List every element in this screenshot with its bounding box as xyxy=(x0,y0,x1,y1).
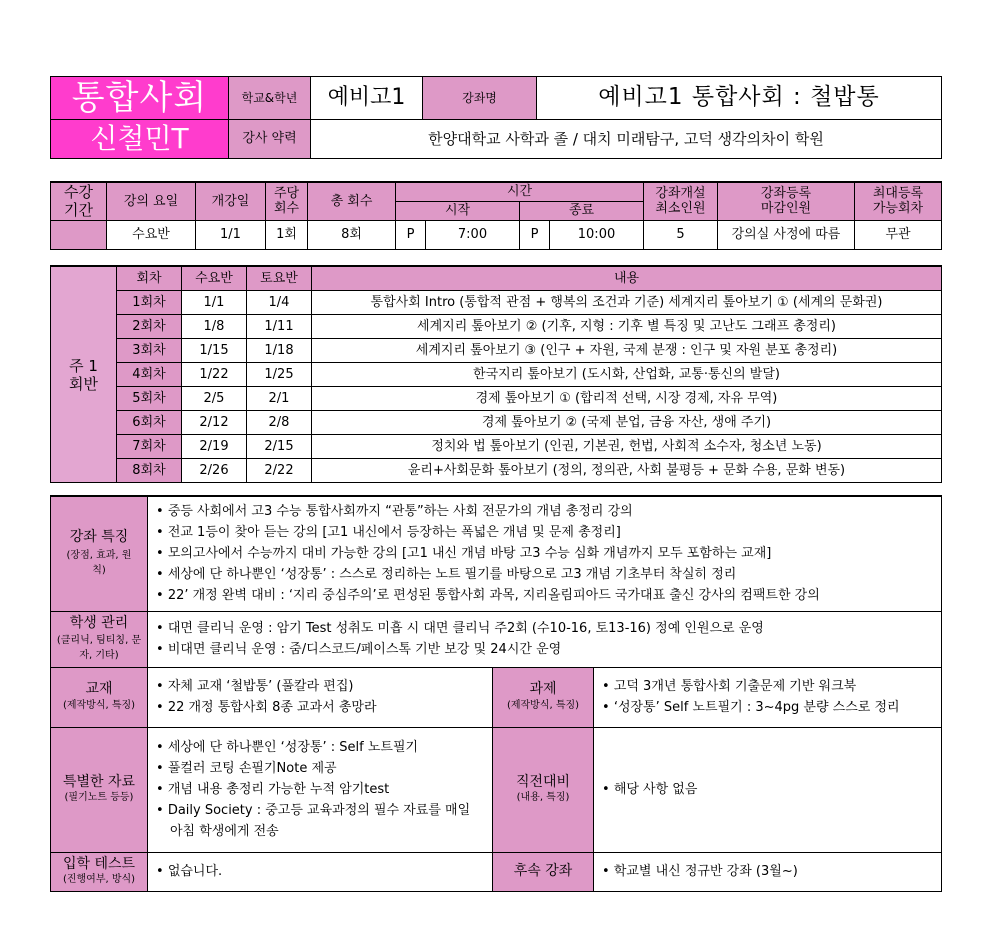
list-item: • 고덕 3개년 통합사회 기출문제 기반 워크북 xyxy=(602,676,935,697)
table-row xyxy=(51,363,942,387)
list-item: • 개념 내용 총정리 가능한 누적 암기test xyxy=(156,779,486,800)
management-label-cell xyxy=(51,611,148,667)
textbook-list xyxy=(148,676,492,718)
list-item: • 세상에 단 하나뿐인 ‘성장통’ : Self 노트필기 xyxy=(156,737,486,758)
textbook-label: 교재 xyxy=(85,681,113,698)
table-row xyxy=(51,459,942,483)
special-list xyxy=(148,737,492,842)
start-date-value: 1/1 xyxy=(196,220,266,249)
exam-prep-list xyxy=(594,779,941,800)
textbook-cell xyxy=(148,667,493,727)
teacher-name: 신철민T xyxy=(51,120,229,159)
list-item: • 22’ 개정 완벽 대비 : ‘지리 중심주의’로 편성된 통합사회 과목, 지리올림피아드 국가대표 출신 강사의 컴팩트한 강의 xyxy=(156,585,935,606)
session-cell: 3회차 xyxy=(117,339,182,363)
followup-cell xyxy=(594,852,942,891)
homework-cell xyxy=(594,667,942,727)
features-sub: (장점, 효과, 원칙) xyxy=(66,550,132,577)
list-item: • 세상에 단 하나뿐인 ‘성장통’ : 스스로 정리하는 노트 필기를 바탕으로 고3 개념 기초부터 착실히 정리 xyxy=(156,564,935,585)
table-row xyxy=(51,435,942,459)
start-time-header: 시작 xyxy=(396,201,520,220)
session-cell: 5회차 xyxy=(117,387,182,411)
schedule-table xyxy=(50,265,942,483)
min-header: 강좌개설 최소인원 xyxy=(644,182,718,220)
content-cell: 정치와 법 톺아보기 (인권, 기본권, 헌법, 사회적 소수자, 청소년 노동) xyxy=(312,435,942,459)
features-cell xyxy=(148,496,942,611)
sat-cell: 2/22 xyxy=(247,459,312,483)
deadline-header: 강좌등록 마감인원 xyxy=(718,182,855,220)
list-item: • 자체 교재 ‘철밥통’ (풀칼라 편집) xyxy=(156,676,486,697)
wed-cell: 2/26 xyxy=(182,459,247,483)
content-header: 내용 xyxy=(312,266,942,291)
list-item: • 없습니다. xyxy=(156,861,486,882)
content-cell: 세계지리 톺아보기 ③ (인구 + 자원, 국제 분쟁 : 인구 및 자원 분포 총정리) xyxy=(312,339,942,363)
max-reg-header: 최대등록 가능회차 xyxy=(855,182,942,220)
features-list xyxy=(148,501,941,606)
header-table xyxy=(50,76,942,159)
list-item: • 전교 1등이 찾아 듣는 강의 [고1 내신에서 등장하는 폭넓은 개념 및 문제 총정리] xyxy=(156,522,935,543)
followup-label: 후속 강좌 xyxy=(493,852,594,891)
sat-header: 토요반 xyxy=(247,266,312,291)
entrance-sub: (진행여부, 방식) xyxy=(62,874,136,886)
career-value: 한양대학교 사학과 졸 / 대치 미래탐구, 고덕 생각의차이 학원 xyxy=(311,120,942,159)
table-row xyxy=(51,387,942,411)
weekly-header: 주당 회수 xyxy=(266,182,308,220)
list-item: • ‘성장통’ Self 노트필기 : 3~4pg 분량 스스로 정리 xyxy=(602,697,935,718)
list-item: • 대면 클리닉 운영 : 암기 Test 성취도 미흡 시 대면 클리닉 주2회 (수10-16, 토13-16) 정예 인원으로 운영 xyxy=(156,618,935,639)
homework-sub: (제작방식, 특징) xyxy=(506,699,580,711)
textbook-label-cell xyxy=(51,667,148,727)
sat-cell: 2/8 xyxy=(247,411,312,435)
wed-cell: 1/15 xyxy=(182,339,247,363)
end-ampm: P xyxy=(520,220,550,249)
list-item: • 풀컬러 코팅 손필기Note 제공 xyxy=(156,758,486,779)
max-reg-value: 무관 xyxy=(855,220,942,249)
special-label-cell xyxy=(51,727,148,852)
start-time-value: 7:00 xyxy=(426,220,520,249)
list-item: • Daily Society : 중고등 교육과정의 필수 자료를 매일 아침 학생에게 전송 xyxy=(156,800,486,842)
session-cell: 6회차 xyxy=(117,411,182,435)
management-list xyxy=(148,618,941,660)
school-grade-value: 예비고1 xyxy=(311,77,423,120)
table-row xyxy=(51,291,942,315)
content-cell: 세계지리 톺아보기 ② (기후, 지형 : 기후 별 특징 및 고난도 그래프 총정리) xyxy=(312,315,942,339)
followup-list xyxy=(594,861,941,882)
wed-cell: 2/12 xyxy=(182,411,247,435)
content-cell: 경제 톺아보기 ① (합리적 선택, 시장 경제, 자유 무역) xyxy=(312,387,942,411)
school-grade-label: 학교&학년 xyxy=(229,77,311,120)
session-cell: 7회차 xyxy=(117,435,182,459)
homework-label: 과제 xyxy=(529,681,557,698)
session-cell: 2회차 xyxy=(117,315,182,339)
management-sub: (클리닉, 팀티칭, 문자, 기타) xyxy=(56,634,142,661)
start-ampm: P xyxy=(396,220,426,249)
content-cell: 경제 톺아보기 ② (국제 분업, 금융 자산, 생애 주기) xyxy=(312,411,942,435)
entrance-cell xyxy=(148,852,493,891)
start-date-header: 개강일 xyxy=(196,182,266,220)
day-header: 강의 요일 xyxy=(107,182,196,220)
course-name-value: 예비고1 통합사회 : 철밥통 xyxy=(537,77,942,120)
features-label: 강좌 특징 xyxy=(69,529,129,546)
deadline-value: 강의실 사정에 따름 xyxy=(718,220,855,249)
wed-header: 수요반 xyxy=(182,266,247,291)
table-row xyxy=(51,411,942,435)
special-label: 특별한 자료 xyxy=(62,773,136,790)
total-header: 총 회수 xyxy=(308,182,396,220)
wed-cell: 1/1 xyxy=(182,291,247,315)
list-item: • 학교별 내신 정규반 강좌 (3월~) xyxy=(602,861,935,882)
sat-cell: 2/1 xyxy=(247,387,312,411)
period-label-cont xyxy=(51,220,107,249)
management-cell xyxy=(148,611,942,667)
table-row xyxy=(51,315,942,339)
weekly-value: 1회 xyxy=(266,220,308,249)
list-item: • 22 개정 통합사회 8종 교과서 총망라 xyxy=(156,697,486,718)
subject-title: 통합사회 xyxy=(51,77,229,120)
sat-cell: 1/4 xyxy=(247,291,312,315)
end-time-value: 10:00 xyxy=(550,220,644,249)
details-table xyxy=(50,495,942,892)
list-item: • 해당 사항 없음 xyxy=(602,779,935,800)
list-item: • 모의고사에서 수능까지 대비 가능한 강의 [고1 내신 개념 바탕 고3 수능 심화 개념까지 모두 포함하는 교재] xyxy=(156,543,935,564)
sat-cell: 1/18 xyxy=(247,339,312,363)
exam-prep-sub: (내용, 특징) xyxy=(516,792,570,804)
period-table xyxy=(50,181,942,250)
exam-prep-label: 직전대비 xyxy=(515,773,571,790)
sat-cell: 2/15 xyxy=(247,435,312,459)
management-label: 학생 관리 xyxy=(69,615,129,632)
career-label: 강사 약력 xyxy=(229,120,311,159)
sat-cell: 1/11 xyxy=(247,315,312,339)
session-cell: 4회차 xyxy=(117,363,182,387)
day-value: 수요반 xyxy=(107,220,196,249)
wed-cell: 2/5 xyxy=(182,387,247,411)
exam-prep-label-cell xyxy=(493,727,594,852)
content-cell: 윤리+사회문화 톺아보기 (정의, 정의관, 사회 불평등 + 문화 수용, 문화 변동) xyxy=(312,459,942,483)
time-header: 시간 xyxy=(396,182,644,201)
session-cell: 1회차 xyxy=(117,291,182,315)
min-value: 5 xyxy=(644,220,718,249)
special-cell xyxy=(148,727,493,852)
textbook-sub: (제작방식, 특징) xyxy=(62,699,136,711)
session-cell: 8회차 xyxy=(117,459,182,483)
list-item: • 중등 사회에서 고3 수능 통합사회까지 “관통”하는 사회 전문가의 개념 총정리 강의 xyxy=(156,501,935,522)
homework-list xyxy=(594,676,941,718)
period-label: 수강 기간 xyxy=(51,182,107,220)
wed-cell: 2/19 xyxy=(182,435,247,459)
wed-cell: 1/8 xyxy=(182,315,247,339)
wed-cell: 1/22 xyxy=(182,363,247,387)
features-label-cell xyxy=(51,496,148,611)
content-cell: 한국지리 톺아보기 (도시화, 산업화, 교통·통신의 발달) xyxy=(312,363,942,387)
end-time-header: 종료 xyxy=(520,201,644,220)
homework-label-cell xyxy=(493,667,594,727)
sat-cell: 1/25 xyxy=(247,363,312,387)
schedule-label: 주 1회반 xyxy=(51,266,117,483)
exam-prep-cell xyxy=(594,727,942,852)
total-value: 8회 xyxy=(308,220,396,249)
course-name-label: 강좌명 xyxy=(423,77,537,120)
session-header: 회차 xyxy=(117,266,182,291)
entrance-label-cell xyxy=(51,852,148,891)
table-row xyxy=(51,339,942,363)
content-cell: 통합사회 Intro (통합적 관점 + 행복의 조건과 기준) 세계지리 톺아보기 ① (세계의 문화권) xyxy=(312,291,942,315)
entrance-list xyxy=(148,861,492,882)
special-sub: (필기노트 등등) xyxy=(64,792,134,804)
entrance-label: 입학 테스트 xyxy=(62,855,136,872)
list-item: • 비대면 클리닉 운영 : 줌/디스코드/페이스톡 기반 보강 및 24시간 운영 xyxy=(156,639,935,660)
